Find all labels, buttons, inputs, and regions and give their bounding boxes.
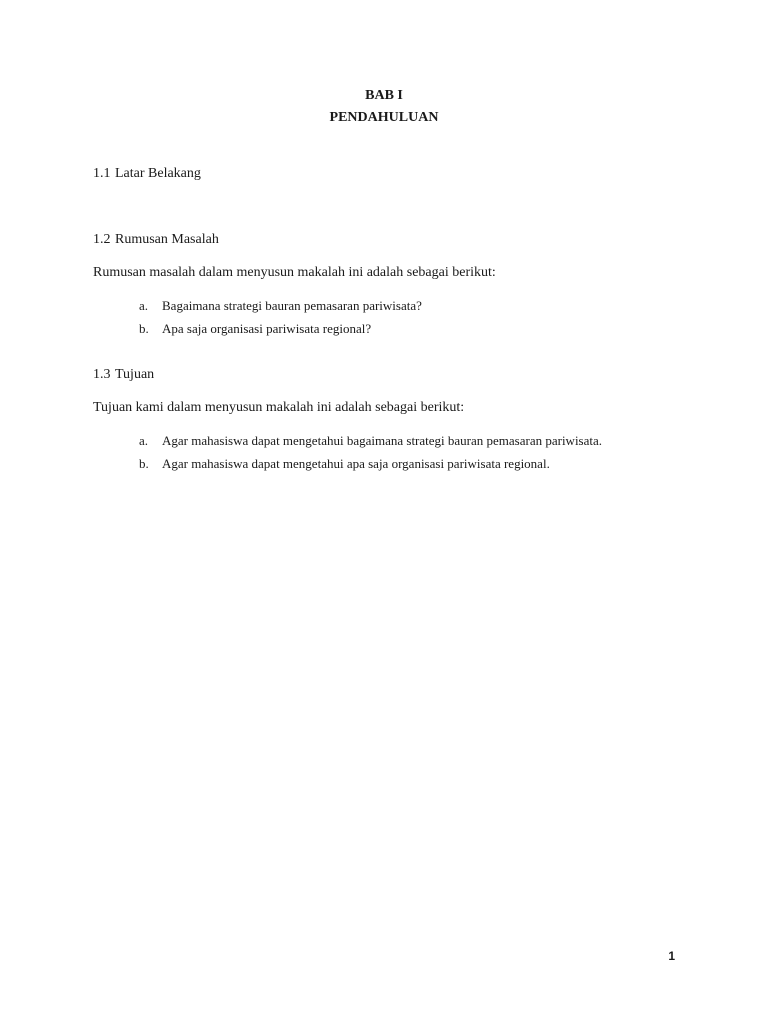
section-intro-tujuan: Tujuan kami dalam menyusun makalah ini adalah sebagai berikut:: [93, 400, 465, 415]
page-number: 1: [668, 949, 675, 963]
list-marker: a.: [139, 433, 149, 448]
list-item-text: Agar mahasiswa dapat mengetahui bagaimana strategi bauran pemasaran pariwisata.: [162, 433, 603, 448]
list-item: [139, 432, 602, 449]
section-heading-tujuan: [93, 366, 154, 384]
list-item-text: Apa saja organisasi pariwisata regional?: [162, 321, 372, 336]
section-title: Latar Belakang: [115, 166, 201, 181]
section-number: 1.3: [93, 367, 111, 382]
section-number: 1.2: [93, 232, 111, 247]
chapter-title: PENDAHULUAN: [329, 110, 439, 125]
list-item: [139, 455, 550, 472]
list-item: [139, 297, 422, 314]
list-item-text: Bagaimana strategi bauran pemasaran pariwisata?: [162, 298, 422, 313]
section-number: 1.1: [93, 166, 111, 181]
list-item: [139, 320, 371, 337]
list-marker: b.: [139, 456, 149, 471]
list-item-text: Agar mahasiswa dapat mengetahui apa saja organisasi pariwisata regional.: [162, 456, 550, 471]
list-marker: a.: [139, 298, 149, 313]
section-heading-rumusan-masalah: [93, 231, 219, 249]
section-title: Tujuan: [115, 367, 155, 382]
section-intro-rumusan-masalah: Rumusan masalah dalam menyusun makalah ini adalah sebagai berikut:: [93, 265, 496, 280]
section-title: Rumusan Masalah: [115, 232, 219, 247]
section-heading-latar-belakang: [93, 165, 201, 183]
list-marker: b.: [139, 321, 149, 336]
chapter-label: BAB I: [365, 88, 403, 103]
